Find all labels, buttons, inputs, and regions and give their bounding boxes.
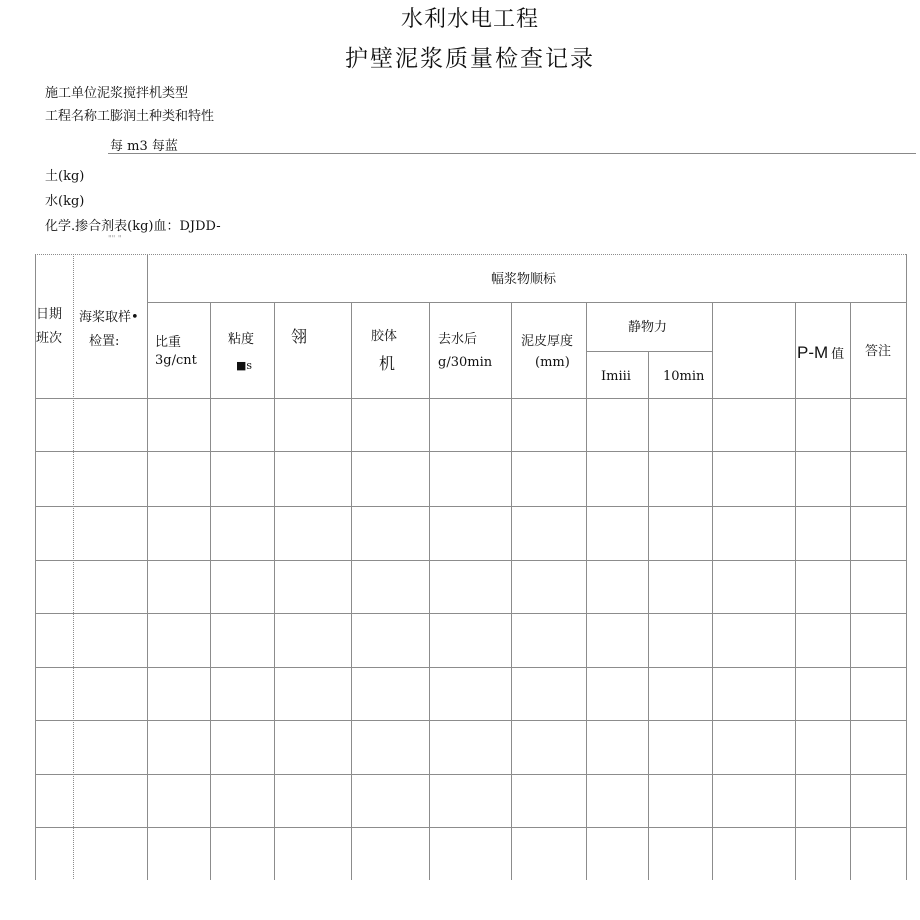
header-ph-value <box>797 340 844 366</box>
header-viscosity-unit: ■s <box>236 359 253 372</box>
header-density-unit: 3g/cnt <box>155 353 197 368</box>
header-ph-label: P-M <box>797 343 829 362</box>
document-subtitle: 护壁泥浆质量检查记录 <box>345 46 595 72</box>
header-water-loss: 去水后 <box>438 332 478 347</box>
header-static-shear: 静物力 <box>628 320 668 335</box>
header-colloid-rate: 机 <box>379 354 396 373</box>
header-static-1min: Imiii <box>601 369 631 384</box>
header-sand-content: 翎 <box>291 327 308 346</box>
header-viscosity: 粘度 <box>228 332 255 347</box>
header-sample: 海桨取样• <box>79 310 139 325</box>
document-title: 水利水电工程 <box>400 7 539 32</box>
header-date: 日期 <box>36 307 63 322</box>
info-chemical: 化学.掺合剂表(kg)血：DJDD- <box>45 219 221 234</box>
header-cake-thickness: 泥皮厚度 <box>521 334 574 349</box>
header-remarks: 答注 <box>865 344 892 359</box>
header-cake-thickness-unit: (mm) <box>535 355 570 370</box>
header-shift: 班次 <box>36 331 63 346</box>
header-ph-suffix: 值 <box>831 347 845 362</box>
info-water: 水(kg) <box>45 194 85 209</box>
group-header-label: 幅浆物顺标 <box>491 272 557 287</box>
header-density: 比重 <box>155 335 182 350</box>
info-soil: 土(kg) <box>45 169 85 184</box>
header-water-loss-unit: g/30min <box>438 355 493 370</box>
info-cut-text: "" " <box>108 234 122 243</box>
header-static-10min: 10min <box>663 369 705 384</box>
info-per-m3: 每 m3 每蓝 <box>108 135 916 154</box>
header-colloid: 胶体 <box>371 329 398 344</box>
header-sample-position: 检置: <box>89 334 120 349</box>
info-project-name: 工程名称工膨润土种类和特性 <box>45 109 215 124</box>
info-construction-unit: 施工单位泥浆搅拌机类型 <box>45 86 189 101</box>
